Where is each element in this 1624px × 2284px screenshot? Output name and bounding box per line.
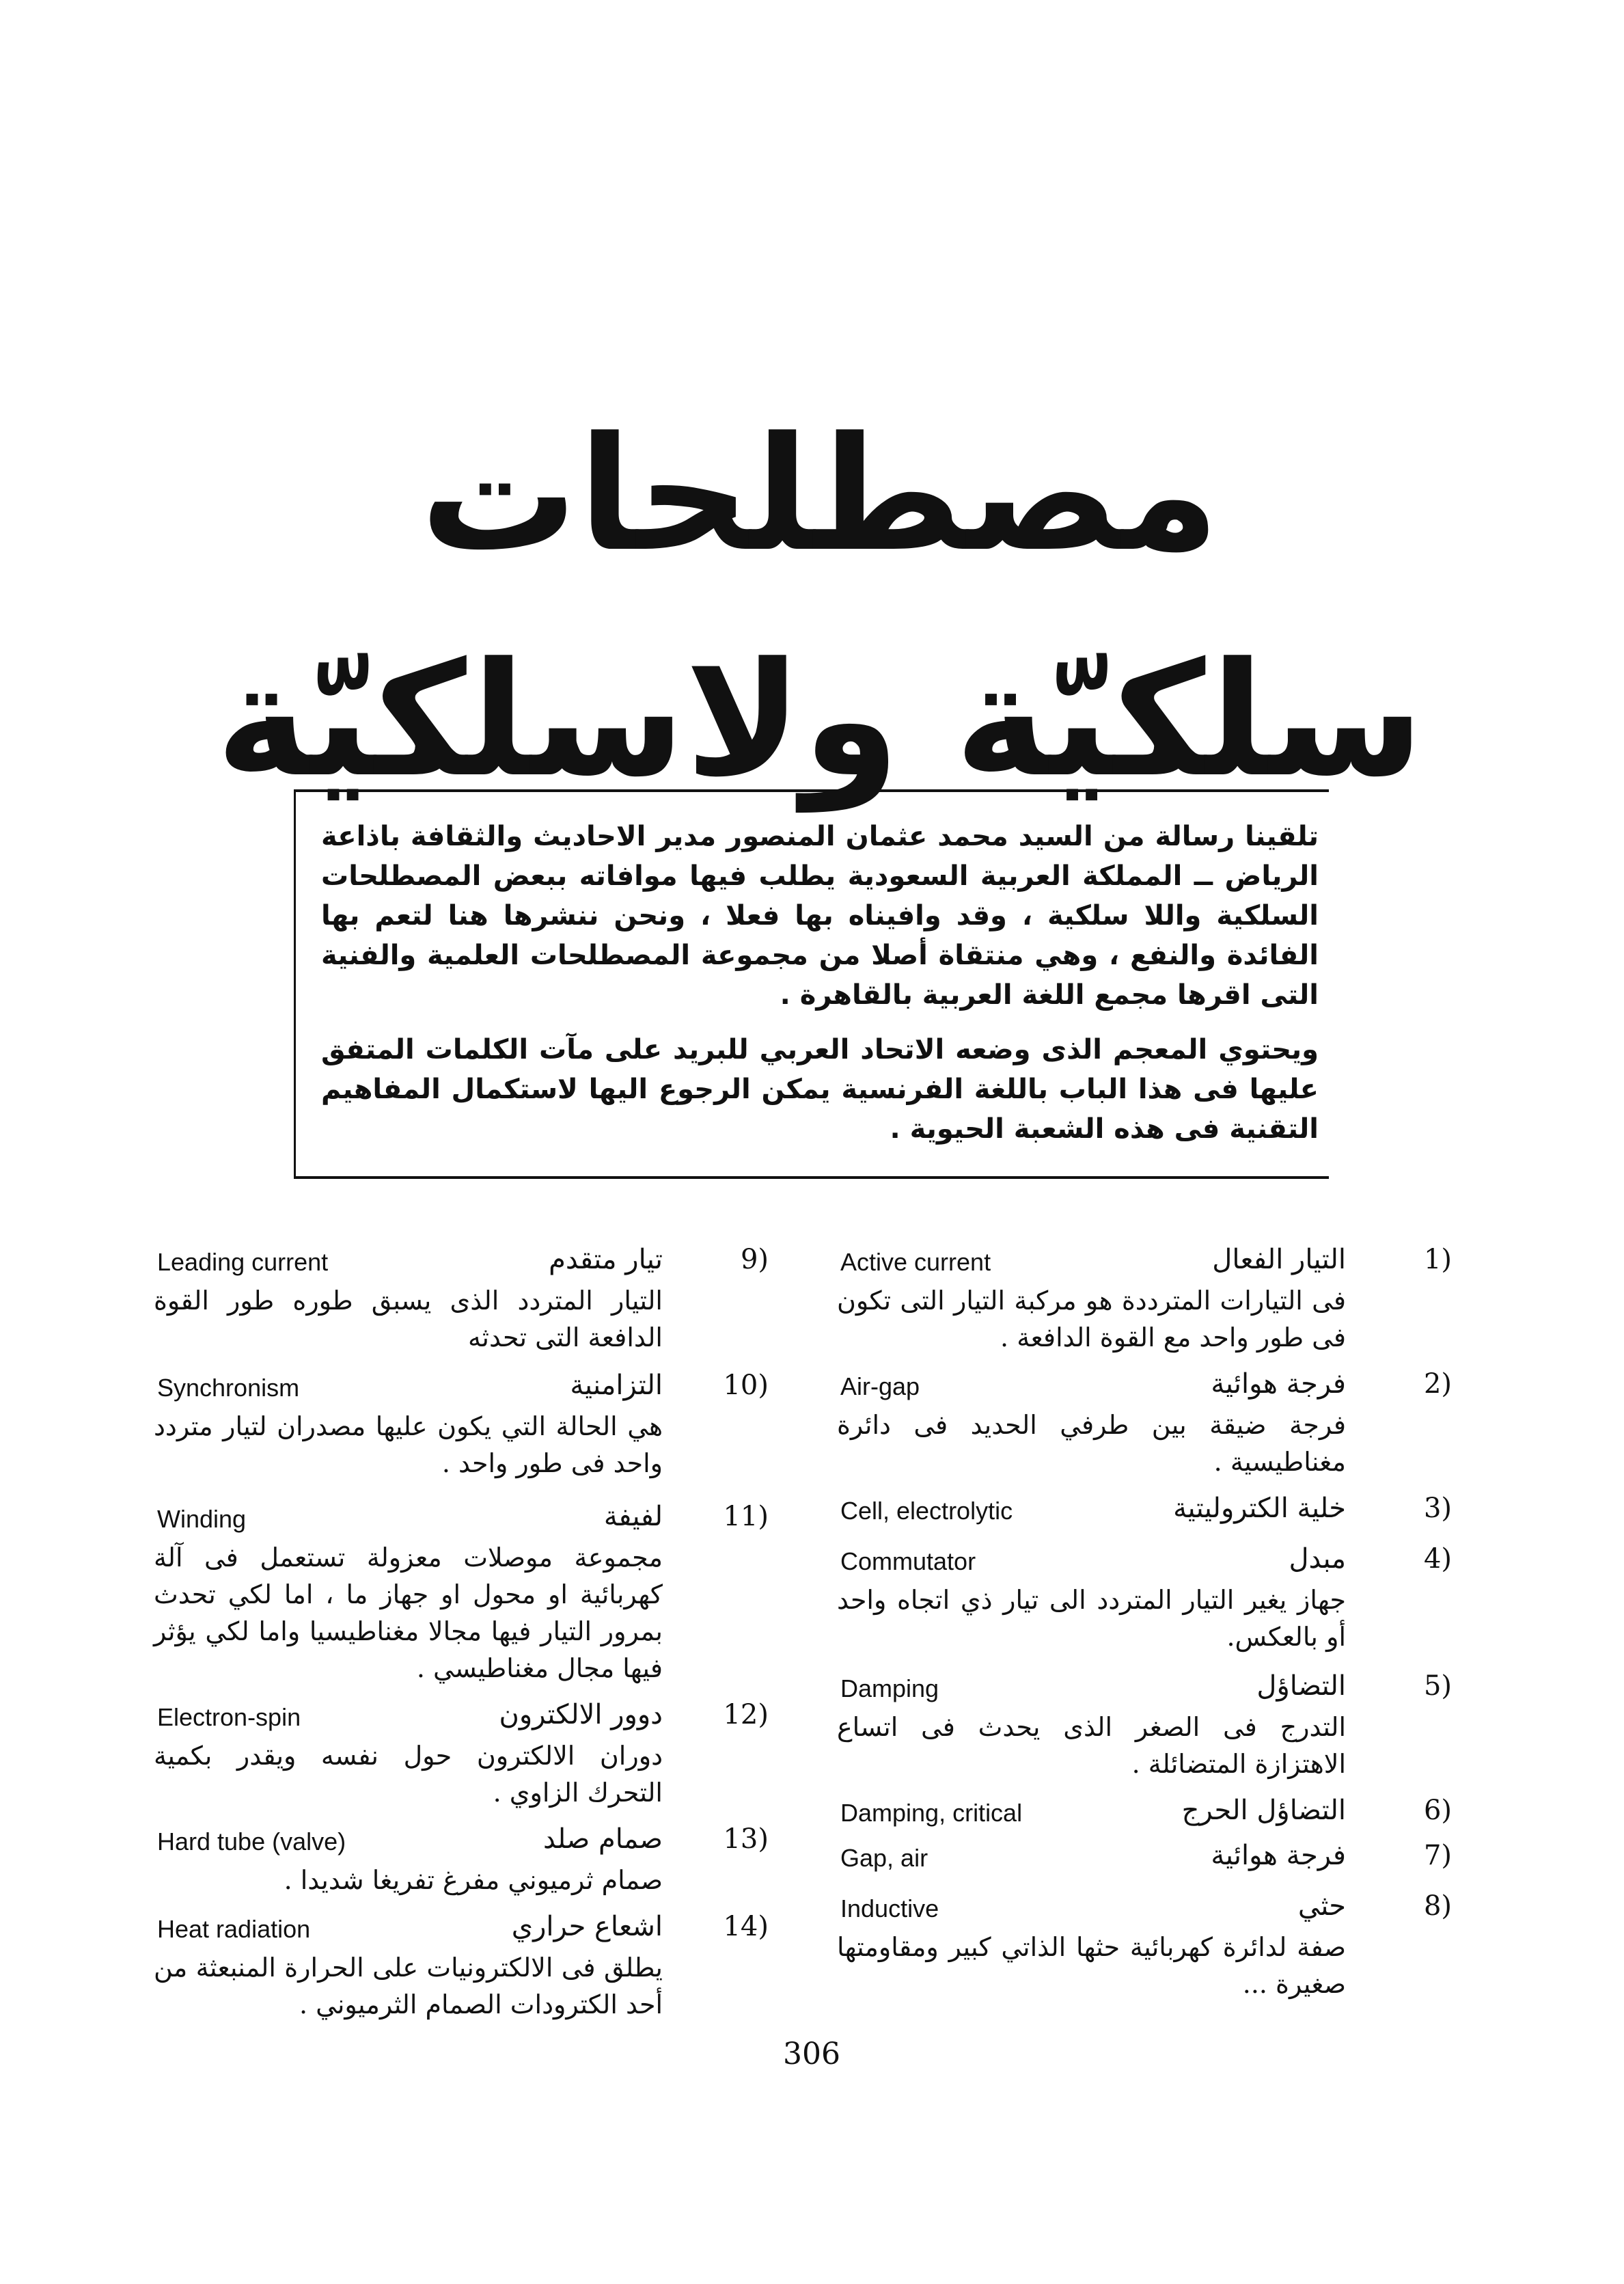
term-definition: التيار المتردد الذى يسبق طوره طور القوة الدافعة التى تحدثه [154,1286,663,1352]
term-arabic: التضاؤل الحرج [1181,1795,1346,1826]
term-definition: جهاز يغير التيار المتردد الى تيار ذي اتجاه واحد أو بالعكس. [837,1585,1346,1652]
glossary-entry [837,1890,1452,2002]
entry-number: 5) [1423,1670,1452,1702]
entry-number: 12) [723,1699,769,1730]
glossary-entry [154,1501,769,1687]
glossary-entry [154,1911,769,2023]
glossary-entry [837,1368,1452,1480]
term-english: Cell, electrolytic [840,1497,1013,1525]
intro-text [321,817,1319,1164]
entry-number: 14) [723,1911,769,1942]
term-definition: صفة لدائرة كهربائية حثها الذاتي كبير ومقاومتها صغيرة ... [837,1932,1346,1999]
term-english: Damping, critical [840,1799,1023,1827]
glossary-entry [154,1823,769,1899]
entry-number: 9) [740,1244,769,1275]
entry-number: 10) [723,1370,769,1401]
term-definition: التدرج فى الصغر الذى يحدث فى اتساع الاهتزازة المتضائلة . [837,1712,1346,1779]
term-english: Damping [840,1674,939,1702]
term-definition: دوران الالكترون حول نفسه ويقدر بكمية التحرك الزاوي . [154,1741,663,1808]
glossary-entry [837,1670,1452,1782]
term-english: Leading current [157,1248,329,1276]
term-arabic: اشعاع حراري [511,1911,663,1942]
term-english: Active current [840,1248,991,1276]
glossary-entry [837,1840,1452,1878]
term-arabic: خلية الكتروليتية [1173,1493,1346,1524]
term-arabic: حثي [1297,1890,1346,1922]
term-definition: مجموعة موصلات معزولة تستعمل فى آلة كهربائية او محول او جهاز ما ، اما لكي تحدث بمرور التيار فيها مجالا مغناطيسيا واما لكي يؤثر فيها مجال مغناطيسي . [154,1542,663,1683]
glossary-entry [837,1795,1452,1833]
term-arabic: صمام صلد [543,1823,663,1855]
term-arabic: مبدل [1289,1543,1346,1575]
page-title: مصطلحات سلكيّة ولاسلكيّة [215,404,1425,812]
term-arabic: لفيفة [603,1501,663,1532]
term-english: Heat radiation [157,1915,311,1943]
term-english: Inductive [840,1894,939,1922]
page-number: 306 [783,2037,840,2071]
term-english: Air-gap [840,1372,920,1400]
term-english: Electron-spin [157,1703,301,1731]
term-arabic: التيار الفعال [1212,1244,1346,1275]
entry-number: 8) [1423,1890,1452,1922]
term-arabic: تيار متقدم [549,1244,663,1275]
term-definition: صمام ثرميوني مفرغ تفريغا شديدا . [284,1865,663,1895]
entry-number: 6) [1423,1795,1452,1826]
term-arabic: فرجة هوائية [1211,1840,1346,1871]
glossary-entry [154,1699,769,1811]
glossary-column-left [154,1244,769,2023]
term-english: Synchronism [157,1374,300,1402]
term-definition: فرجة ضيقة بين طرفي الحديد فى دائرة مغناطيسية . [837,1410,1346,1477]
term-arabic: فرجة هوائية [1211,1368,1346,1400]
term-arabic: التضاؤل [1256,1670,1346,1702]
glossary-entry [837,1543,1452,1655]
term-definition: هي الحالة التي يكون عليها مصدران لتيار متردد واحد فى طور واحد . [154,1411,663,1478]
glossary-entry [154,1370,769,1482]
term-definition: يطلق فى الالكترونيات على الحرارة المنبعثة من أحد الكترودات الصمام الثرميوني . [154,1953,663,2020]
term-english: Winding [157,1505,247,1533]
term-english: Hard tube (valve) [157,1827,346,1855]
term-definition: فى التيارات المترددة هو مركبة التيار التى تكون فى طور واحد مع القوة الدافعة . [837,1286,1346,1352]
entry-number: 7) [1423,1840,1452,1871]
glossary-column-right [837,1244,1452,2002]
entry-number: 3) [1423,1493,1452,1524]
entry-number: 13) [723,1823,769,1855]
entry-number: 11) [723,1501,769,1532]
term-arabic: التزامنية [570,1370,663,1401]
glossary-entry [837,1244,1452,1356]
term-arabic: دوور الالكترون [499,1699,663,1730]
term-english: Commutator [840,1547,976,1575]
entry-number: 2) [1423,1368,1452,1400]
intro-paragraph-1: تلقينا رسالة من السيد محمد عثمان المنصور مدير الاحاديث والثقافة باذاعة الرياض ــ المملكة العربية السعودية يطلب فيها موافاته ببعض المصطلحات السلكية واللا سلكية ، وقد وافيناه بها فعلا ، ونحن ننشرها هنا لتعم بها الفائدة والنفع ، وهي منتقاة أصلا من مجموعة المصطلحات العلمية والفنية التى اقرها مجمع اللغة العربية بالقاهرة . [321,821,1319,1011]
entry-number: 4) [1423,1543,1452,1575]
term-english: Gap, air [840,1844,928,1872]
intro-paragraph-2: ويحتوي المعجم الذى وضعه الاتحاد العربي للبريد على مآت الكلمات المتفق عليها فى هذا الباب باللغة الفرنسية يمكن الرجوع اليها لاستكمال المفاهيم التقنية فى هذه الشعبة الحيوية . [321,1034,1319,1145]
glossary-entry [154,1244,769,1356]
entry-number: 1) [1423,1244,1452,1275]
glossary-entry [837,1493,1452,1531]
